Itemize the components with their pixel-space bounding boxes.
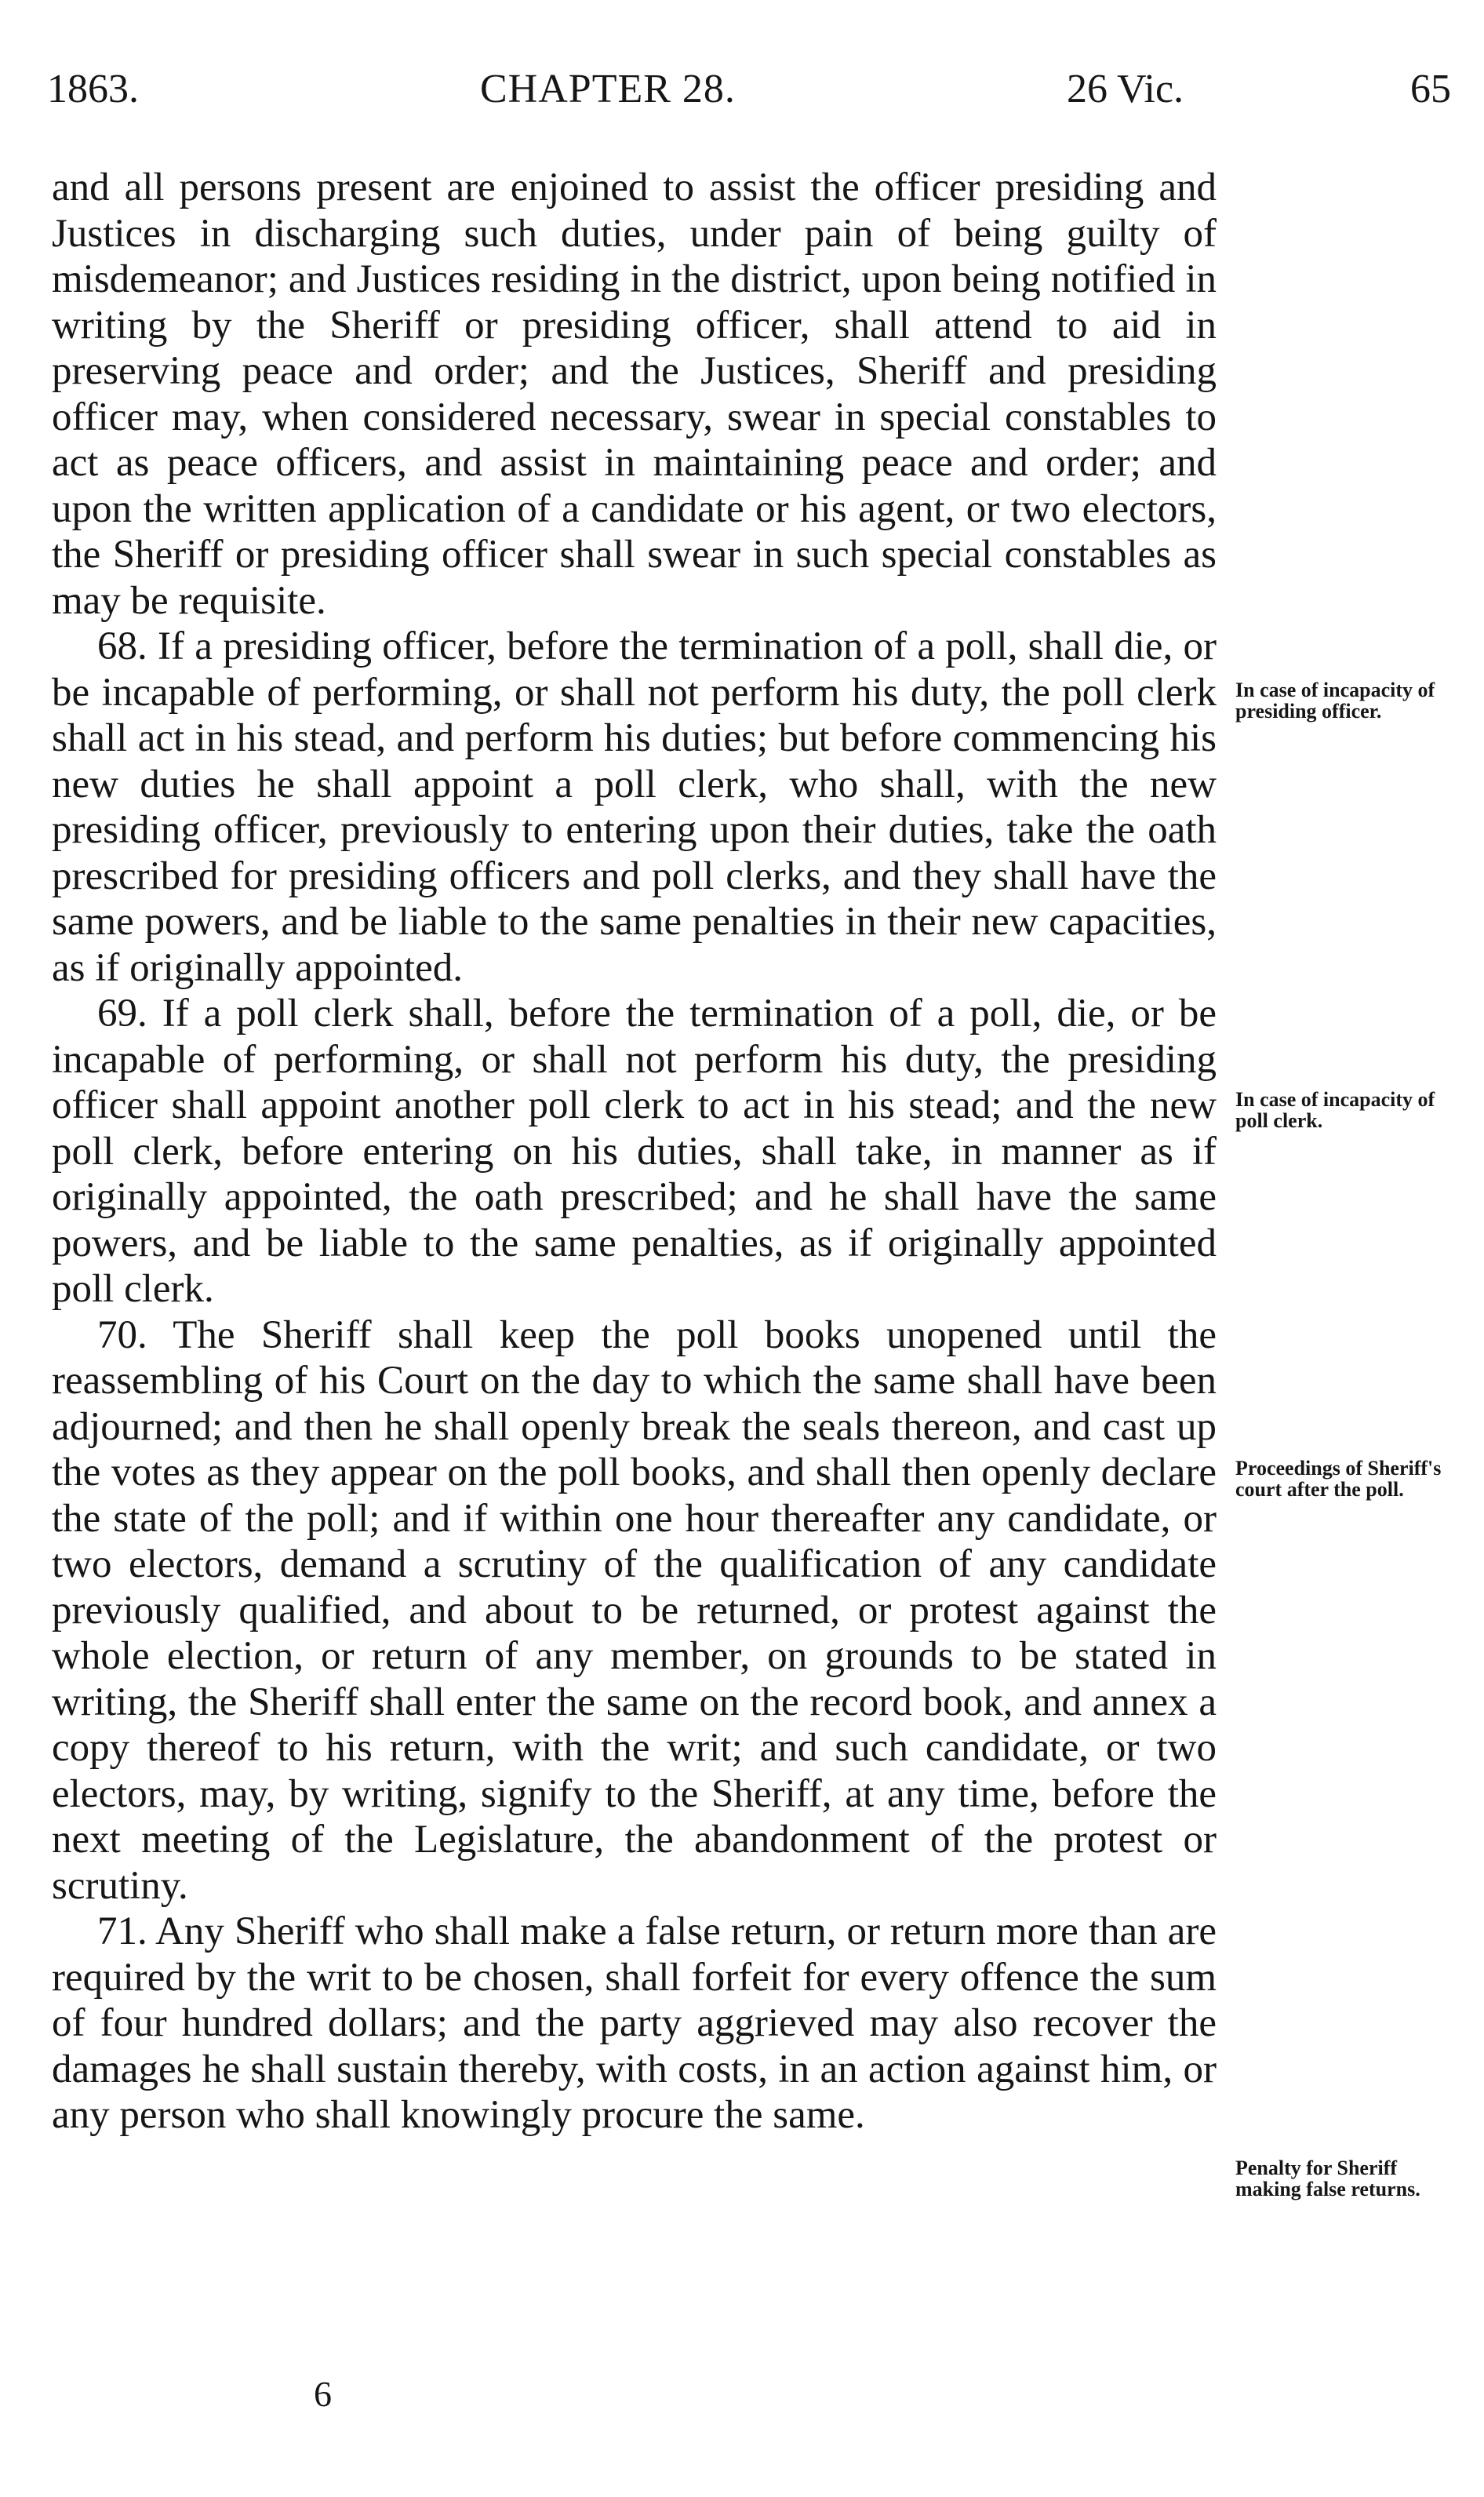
section-number: 71. bbox=[97, 1909, 147, 1953]
section-69 bbox=[52, 991, 1217, 1312]
section-number: 69. bbox=[97, 992, 147, 1036]
header-chapter: CHAPTER 28. bbox=[480, 67, 736, 111]
page-number: 65 bbox=[1410, 67, 1451, 111]
section-text: If a poll clerk shall, before the termination of a poll, die, or be incapable of performing, or shall not perform his duty, the presiding officer shall appoint another poll clerk to act in his stead; and the new poll clerk, before entering on his duties, shall take, in manner as if originally appointed, the oath prescribed; and he shall have the same powers, and be liable to the same penalties, as if originally appointed poll clerk. bbox=[52, 992, 1217, 1311]
section-number: 70. bbox=[97, 1312, 147, 1357]
margin-note-section-68: In case of incapacity of presiding officer. bbox=[1235, 679, 1435, 723]
paragraph-text: and all persons present are enjoined to assist the officer presiding and Justices in discharging such duties, under pain of being guilty of misdemeanor; and Justices residing in the district, upon being notified in writing by the Sheriff or presiding officer, shall attend to aid in preserving peace and order; and the Justices, Sheriff and presiding officer may, when considered necessary, swear in special constables to act as peace officers, and assist in maintaining peace and order; and upon the written application of a candidate or his agent, or two electors, the Sheriff or presiding officer shall swear in such special constables as may be requisite. bbox=[52, 166, 1217, 623]
header-year: 1863. bbox=[47, 67, 139, 111]
section-70 bbox=[52, 1312, 1217, 1909]
body-text bbox=[52, 165, 1217, 2138]
running-header bbox=[47, 66, 1451, 129]
header-regnal-year: 26 Vic. bbox=[1067, 67, 1184, 111]
section-number: 68. bbox=[97, 624, 147, 668]
section-text: If a presiding officer, before the termination of a poll, shall die, or be incapable of performing, or shall not perform his duty, the poll clerk shall act in his stead, and perform his duties; but before commencing his new duties he shall appoint a poll clerk, who shall, with the new presiding officer, previously to entering upon their duties, take the oath prescribed for presiding officers and poll clerks, and they shall have the same powers, and be liable to the same penalties in their new capacities, as if originally appointed. bbox=[52, 624, 1217, 990]
signature-mark: 6 bbox=[314, 2374, 332, 2414]
margin-note-section-71: Penalty for Sheriff making false returns. bbox=[1235, 2157, 1420, 2200]
section-text: Any Sheriff who shall make a false return, or return more than are required by the writ to be chosen, shall forfeit for every offence the sum of four hundred dollars; and the party aggrieved may also recover the damages he shall sustain thereby, with costs, in an action against him, or any person who shall knowingly procure the same. bbox=[52, 1909, 1217, 2137]
section-68 bbox=[52, 624, 1217, 991]
margin-note-section-70: Proceedings of Sheriff's court after the poll. bbox=[1235, 1457, 1442, 1501]
section-text: The Sheriff shall keep the poll books unopened until the reassembling of his Court on the day to which the same shall have been adjourned; and then he shall openly break the seals thereon, and cast up the votes as they appear on the poll books, and shall then openly declare the state of the poll; and if within one hour thereafter any candidate, or two electors, demand a scrutiny of the qualification of any candidate previously qualified, and about to be returned, or protest against the whole election, or return of any member, on grounds to be stated in writing, the Sheriff shall enter the same on the record book, and annex a copy thereof to his return, with the writ; and such candidate, or two electors, may, by writing, signify to the Sheriff, at any time, before the next meeting of the Legislature, the abandonment of the protest or scrutiny. bbox=[52, 1312, 1217, 1908]
margin-note-section-69: In case of incapacity of poll clerk. bbox=[1235, 1088, 1435, 1132]
section-71 bbox=[52, 1909, 1217, 2138]
continuation-paragraph bbox=[52, 165, 1217, 624]
